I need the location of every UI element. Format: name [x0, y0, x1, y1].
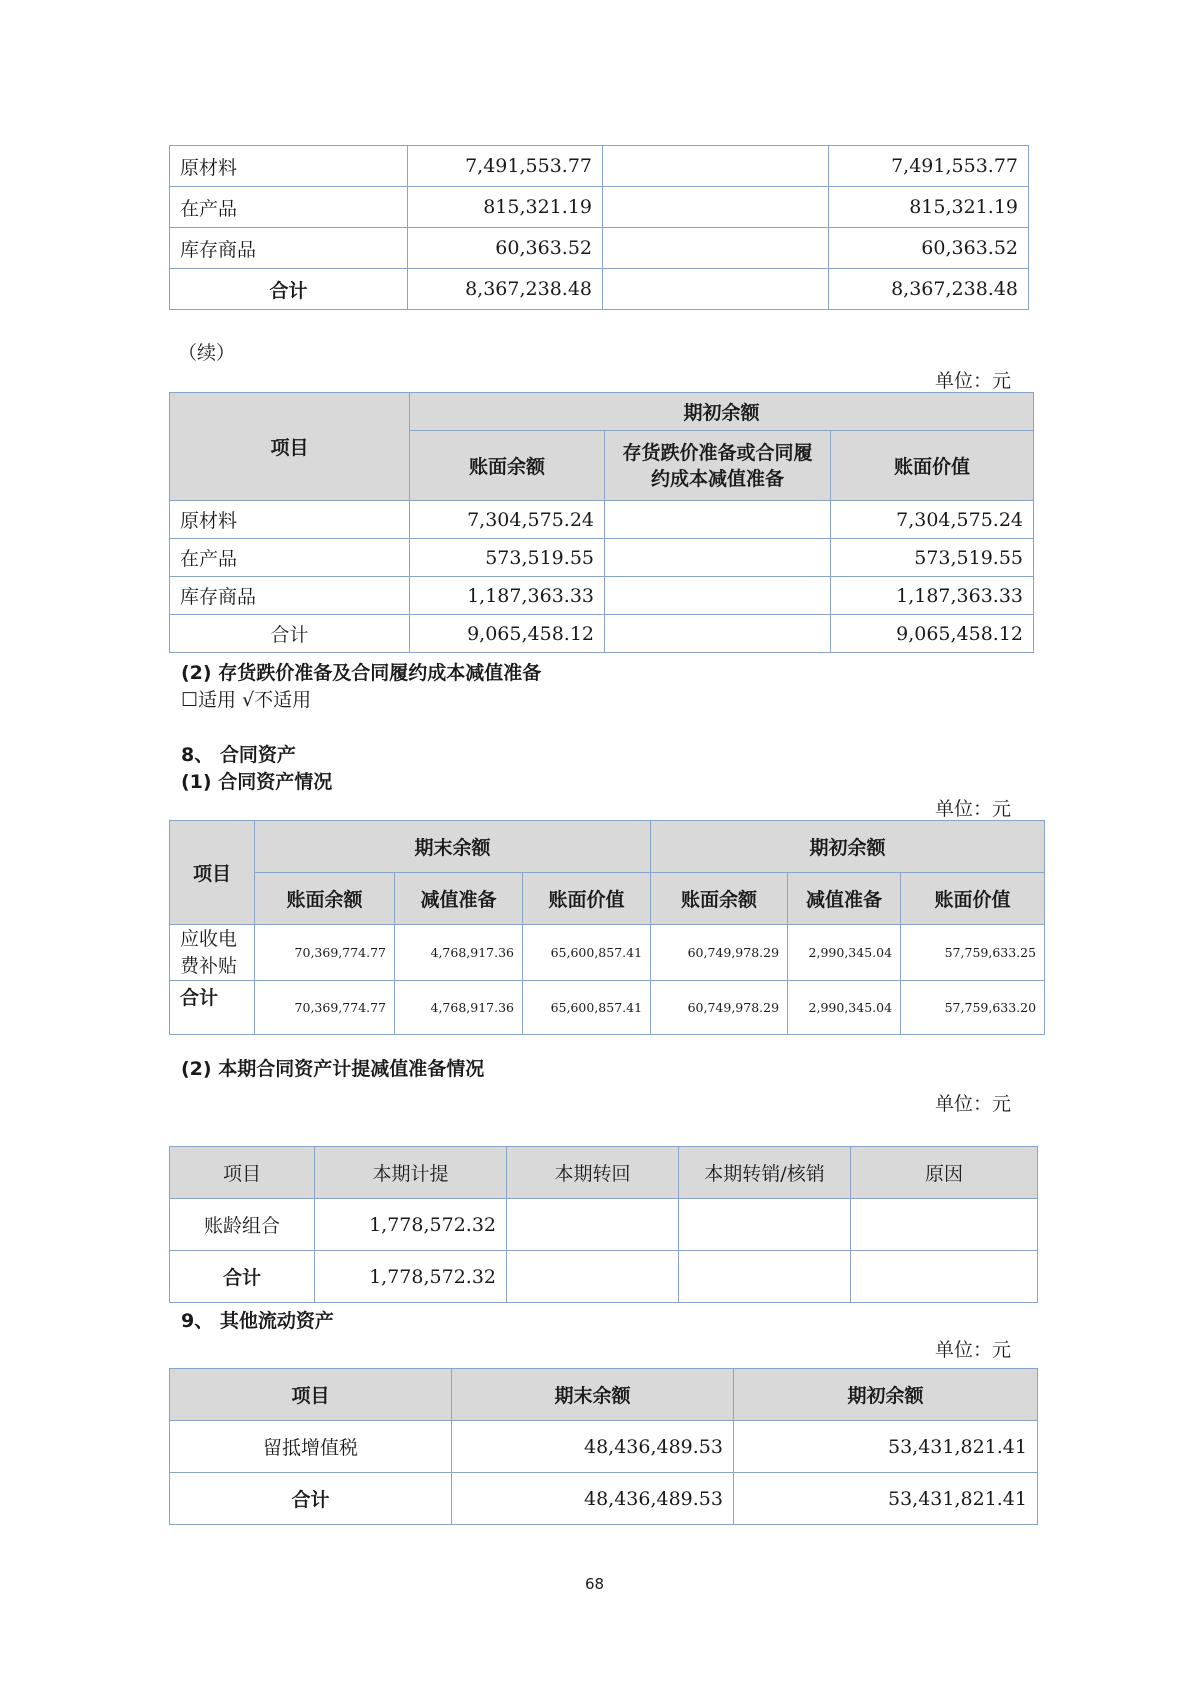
- book-value: 60,363.52: [829, 228, 1029, 269]
- impairment: [603, 146, 829, 187]
- row-label: 账龄组合: [170, 1199, 315, 1251]
- header-write-off: 本期转销/核销: [679, 1147, 851, 1199]
- end-impairment: 4,768,917.36: [395, 981, 523, 1035]
- row-label: 原材料: [170, 501, 410, 539]
- row-label: 库存商品: [170, 228, 408, 269]
- book-balance: 8,367,238.48: [408, 269, 603, 310]
- section-heading-contract-assets-status: (1) 合同资产情况: [181, 771, 333, 793]
- book-value: 8,367,238.48: [829, 269, 1029, 310]
- table-row: [170, 1199, 1038, 1251]
- header-book-balance: 账面余额: [255, 873, 395, 925]
- book-value: 9,065,458.12: [831, 615, 1034, 653]
- header-book-balance: 账面余额: [410, 431, 605, 501]
- write-off: [679, 1199, 851, 1251]
- header-impairment: 存货跌价准备或合同履约成本减值准备: [605, 431, 831, 501]
- end-balance: 48,436,489.53: [452, 1473, 734, 1525]
- current-reversal: [507, 1251, 679, 1303]
- begin-impairment: 2,990,345.04: [788, 925, 901, 981]
- book-value: 573,519.55: [831, 539, 1034, 577]
- impairment: [605, 539, 831, 577]
- table-row-total: [170, 269, 1029, 310]
- reason: [851, 1199, 1038, 1251]
- unit-label: 单位：元: [935, 1339, 1012, 1361]
- section-heading-other-current-assets: 9、 其他流动资产: [181, 1310, 334, 1332]
- book-balance: 1,187,363.33: [410, 577, 605, 615]
- begin-book-value: 57,759,633.20: [901, 981, 1045, 1035]
- unit-label: 单位：元: [935, 370, 1012, 392]
- header-begin-balance: 期初余额: [651, 821, 1045, 873]
- impairment: [605, 501, 831, 539]
- header-end-balance: 期末余额: [255, 821, 651, 873]
- contract-assets-table: [169, 820, 1045, 1035]
- begin-book-balance: 60,749,978.29: [651, 925, 788, 981]
- header-current-reversal: 本期转回: [507, 1147, 679, 1199]
- unit-label: 单位：元: [935, 1093, 1012, 1115]
- row-label: 库存商品: [170, 577, 410, 615]
- header-begin-balance: 期初余额: [734, 1369, 1038, 1421]
- header-row: [170, 1147, 1038, 1199]
- table-row-total: [170, 615, 1034, 653]
- row-label: 在产品: [170, 539, 410, 577]
- header-begin-balance: 期初余额: [410, 393, 1034, 431]
- begin-book-value: 57,759,633.25: [901, 925, 1045, 981]
- header-row: [170, 821, 1045, 873]
- header-item: 项目: [170, 1147, 315, 1199]
- begin-balance: 53,431,821.41: [734, 1421, 1038, 1473]
- table-row: [170, 577, 1034, 615]
- book-value: 815,321.19: [829, 187, 1029, 228]
- row-label: 留抵增值税: [170, 1421, 452, 1473]
- begin-balance: 53,431,821.41: [734, 1473, 1038, 1525]
- table-row: [170, 146, 1029, 187]
- table-row: [170, 501, 1034, 539]
- current-provision: 1,778,572.32: [315, 1199, 507, 1251]
- reason: [851, 1251, 1038, 1303]
- inventory-begin-table: [169, 392, 1034, 653]
- table-row: [170, 539, 1034, 577]
- end-book-value: 65,600,857.41: [523, 925, 651, 981]
- impairment: [605, 577, 831, 615]
- table-row: [170, 925, 1045, 981]
- current-reversal: [507, 1199, 679, 1251]
- row-label: 在产品: [170, 187, 408, 228]
- header-impairment: 减值准备: [395, 873, 523, 925]
- section-heading-contract-asset-impairment: (2) 本期合同资产计提减值准备情况: [181, 1058, 485, 1080]
- row-label: 合计: [170, 269, 408, 310]
- applicability-note: ☐适用 √不适用: [181, 689, 312, 711]
- table-row-total: [170, 981, 1045, 1035]
- table-row: [170, 187, 1029, 228]
- current-provision: 1,778,572.32: [315, 1251, 507, 1303]
- page-number: 68: [585, 1575, 605, 1593]
- header-book-value: 账面价值: [523, 873, 651, 925]
- header-row: [170, 1369, 1038, 1421]
- begin-book-balance: 60,749,978.29: [651, 981, 788, 1035]
- header-impairment: 减值准备: [788, 873, 901, 925]
- book-value: 7,304,575.24: [831, 501, 1034, 539]
- book-value: 7,491,553.77: [829, 146, 1029, 187]
- other-current-assets-table: [169, 1368, 1038, 1525]
- row-label: 合计: [170, 615, 410, 653]
- table-row-total: [170, 1473, 1038, 1525]
- header-item: 项目: [170, 821, 255, 925]
- row-label: 应收电费补贴: [170, 925, 255, 981]
- section-heading-inventory-impairment: (2) 存货跌价准备及合同履约成本减值准备: [181, 662, 542, 684]
- row-label: 原材料: [170, 146, 408, 187]
- book-balance: 7,304,575.24: [410, 501, 605, 539]
- table-row: [170, 228, 1029, 269]
- table-row: [170, 1421, 1038, 1473]
- header-book-balance: 账面余额: [651, 873, 788, 925]
- header-item: 项目: [170, 393, 410, 501]
- impairment: [603, 269, 829, 310]
- end-impairment: 4,768,917.36: [395, 925, 523, 981]
- unit-label: 单位：元: [935, 798, 1012, 820]
- book-balance: 7,491,553.77: [408, 146, 603, 187]
- book-balance: 815,321.19: [408, 187, 603, 228]
- impairment: [603, 187, 829, 228]
- end-book-balance: 70,369,774.77: [255, 981, 395, 1035]
- book-balance: 9,065,458.12: [410, 615, 605, 653]
- continued-label: （续）: [178, 342, 236, 364]
- end-balance: 48,436,489.53: [452, 1421, 734, 1473]
- impairment: [603, 228, 829, 269]
- header-row: [170, 393, 1034, 431]
- impairment: [605, 615, 831, 653]
- header-end-balance: 期末余额: [452, 1369, 734, 1421]
- inventory-end-table: [169, 145, 1029, 310]
- header-reason: 原因: [851, 1147, 1038, 1199]
- section-heading-contract-assets: 8、 合同资产: [181, 744, 296, 766]
- impairment-provision-table: [169, 1146, 1038, 1303]
- book-balance: 573,519.55: [410, 539, 605, 577]
- header-book-value: 账面价值: [831, 431, 1034, 501]
- header-current-provision: 本期计提: [315, 1147, 507, 1199]
- table-row-total: [170, 1251, 1038, 1303]
- begin-impairment: 2,990,345.04: [788, 981, 901, 1035]
- row-label: 合计: [170, 1251, 315, 1303]
- write-off: [679, 1251, 851, 1303]
- end-book-value: 65,600,857.41: [523, 981, 651, 1035]
- book-value: 1,187,363.33: [831, 577, 1034, 615]
- end-book-balance: 70,369,774.77: [255, 925, 395, 981]
- header-book-value: 账面价值: [901, 873, 1045, 925]
- row-label: 合计: [170, 981, 255, 1035]
- header-row: [170, 873, 1045, 925]
- header-item: 项目: [170, 1369, 452, 1421]
- row-label: 合计: [170, 1473, 452, 1525]
- book-balance: 60,363.52: [408, 228, 603, 269]
